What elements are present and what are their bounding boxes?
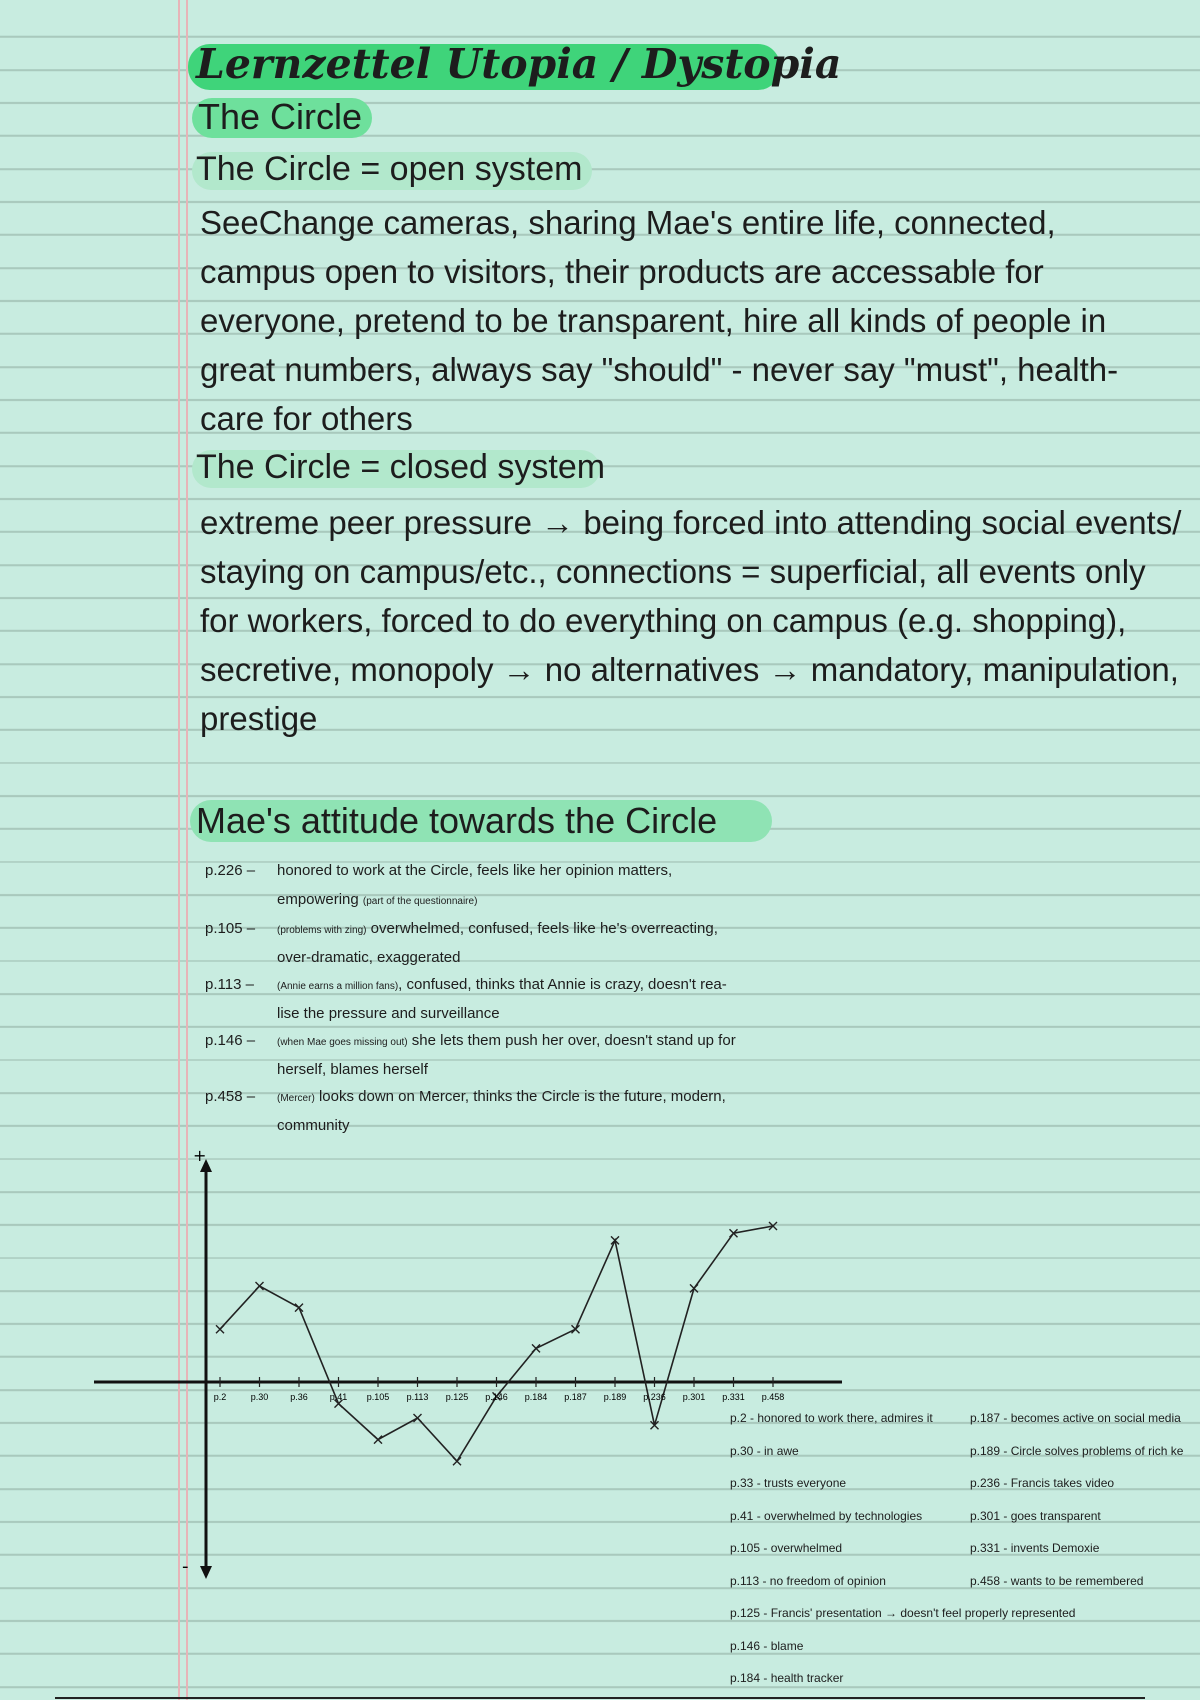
legend-item: p.189 - Circle solves problems of rich ke bbox=[970, 1443, 1184, 1458]
note-context: (Annie earns a million fans) bbox=[277, 981, 399, 992]
note-context: (when Mae goes missing out) bbox=[277, 1037, 408, 1048]
legend-item: p.105 - overwhelmed bbox=[730, 1541, 843, 1555]
note-page: p.458 – bbox=[205, 1088, 256, 1105]
note-continuation: lise the pressure and surveillance bbox=[277, 1005, 500, 1022]
legend-item: p.113 - no freedom of opinion bbox=[730, 1573, 886, 1588]
data-point-p.113 bbox=[414, 1414, 422, 1422]
note-page: p.113 – bbox=[205, 976, 254, 993]
x-tick-label: p.30 bbox=[250, 1392, 269, 1402]
open-line: everyone, pretend to be transparent, hire all kinds of people in bbox=[200, 302, 1107, 339]
chart-legend-right bbox=[970, 1402, 1183, 1597]
y-axis-arrow-down bbox=[200, 1566, 212, 1579]
note-continuation: herself, blames herself bbox=[277, 1061, 428, 1078]
x-tick-label: p.41 bbox=[329, 1392, 348, 1402]
y-axis-top-mark: + bbox=[193, 1146, 207, 1165]
note-page: p.105 – bbox=[205, 920, 256, 937]
data-point-p.2 bbox=[216, 1325, 224, 1333]
legend-item: p.41 - overwhelmed by technologies bbox=[730, 1508, 923, 1523]
note-context: (Mercer) bbox=[277, 1093, 315, 1104]
data-point-p.36 bbox=[295, 1304, 303, 1312]
data-point-p.125 bbox=[453, 1457, 461, 1465]
legend-item: p.184 - health tracker bbox=[730, 1671, 844, 1685]
note-page: p.226 – bbox=[205, 862, 256, 879]
x-tick-label: p.301 bbox=[682, 1392, 706, 1402]
closed-line: for workers, forced to do everything on campus (e.g. shopping), bbox=[200, 602, 1127, 639]
attitude-series-line bbox=[220, 1226, 773, 1461]
legend-item: p.146 - blame bbox=[730, 1638, 804, 1653]
note-aside: (part of the questionnaire) bbox=[362, 896, 478, 907]
page-title: Lernzettel Utopia / Dystopia bbox=[196, 40, 842, 88]
note-continuation: empowering bbox=[277, 891, 359, 908]
note-continuation: over-dramatic, exaggerated bbox=[277, 949, 461, 966]
data-point-p.187 bbox=[572, 1325, 580, 1333]
open-line: SeeChange cameras, sharing Mae's entire life, connected, bbox=[200, 204, 1056, 241]
open-line: campus open to visitors, their products are accessable for bbox=[200, 253, 1044, 290]
x-tick-label: p.458 bbox=[761, 1392, 785, 1402]
legend-item: p.301 - goes transparent bbox=[970, 1508, 1101, 1523]
x-tick-label: p.187 bbox=[564, 1392, 587, 1402]
note-continuation: community bbox=[277, 1117, 350, 1134]
note-text: , confused, thinks that Annie is crazy, doesn't rea- bbox=[398, 976, 727, 993]
note-context: (problems with zing) bbox=[277, 925, 367, 936]
y-axis-bottom-mark: - bbox=[182, 1556, 189, 1577]
closed-system-heading: The Circle = closed system bbox=[196, 448, 606, 486]
x-tick-label: p.36 bbox=[290, 1392, 308, 1402]
legend-item: p.187 - becomes active on social media bbox=[970, 1411, 1181, 1425]
closed-line: prestige bbox=[200, 700, 318, 737]
open-line: care for others bbox=[200, 400, 413, 437]
data-point-p.105 bbox=[374, 1436, 382, 1444]
open-line: great numbers, always say "should" - never say "must", health- bbox=[200, 351, 1119, 388]
x-tick-label: p.189 bbox=[603, 1392, 627, 1402]
note-page: p.146 – bbox=[205, 1032, 256, 1049]
legend-item: p.458 - wants to be remembered bbox=[970, 1573, 1144, 1588]
subtitle: The Circle bbox=[198, 96, 363, 137]
open-system-heading: The Circle = open system bbox=[196, 150, 583, 188]
legend-item: p.331 - invents Demoxie bbox=[970, 1541, 1100, 1555]
x-tick-label: p.331 bbox=[722, 1392, 745, 1402]
attitude-heading: Mae's attitude towards the Circle bbox=[196, 800, 718, 841]
x-tick-label: p.146 bbox=[485, 1392, 508, 1402]
x-tick-label: p.236 bbox=[643, 1392, 666, 1402]
data-point-p.184 bbox=[532, 1344, 540, 1352]
note-text: looks down on Mercer, thinks the Circle is the future, modern, bbox=[318, 1088, 726, 1105]
x-tick-label: p.184 bbox=[524, 1392, 548, 1402]
closed-line: staying on campus/etc., connections = superficial, all events only bbox=[200, 553, 1146, 590]
closed-line: secretive, monopoly → no alternatives → mandatory, manipulation, bbox=[200, 651, 1179, 688]
x-tick-label: p.125 bbox=[445, 1392, 469, 1402]
x-tick-label: p.2 bbox=[213, 1392, 227, 1402]
legend-item: p.33 - trusts everyone bbox=[730, 1476, 847, 1490]
note-text: overwhelmed, confused, feels like he's overreacting, bbox=[370, 920, 718, 937]
note-text: she lets them push her over, doesn't stand up for bbox=[411, 1032, 736, 1049]
x-tick-label: p.113 bbox=[406, 1392, 429, 1402]
note-text: honored to work at the Circle, feels like her opinion matters, bbox=[277, 862, 673, 879]
data-point-p.30 bbox=[256, 1282, 264, 1290]
legend-item: p.2 - honored to work there, admires it bbox=[730, 1411, 933, 1425]
legend-item: p.236 - Francis takes video bbox=[970, 1476, 1115, 1490]
closed-line: extreme peer pressure → being forced into attending social events/ bbox=[200, 504, 1182, 541]
x-tick-label: p.105 bbox=[366, 1392, 390, 1402]
legend-item: p.30 - in awe bbox=[730, 1443, 799, 1458]
page-bottom-rule bbox=[55, 1697, 1145, 1699]
legend-item: p.125 - Francis' presentation → doesn't feel properly represented bbox=[730, 1606, 1076, 1620]
